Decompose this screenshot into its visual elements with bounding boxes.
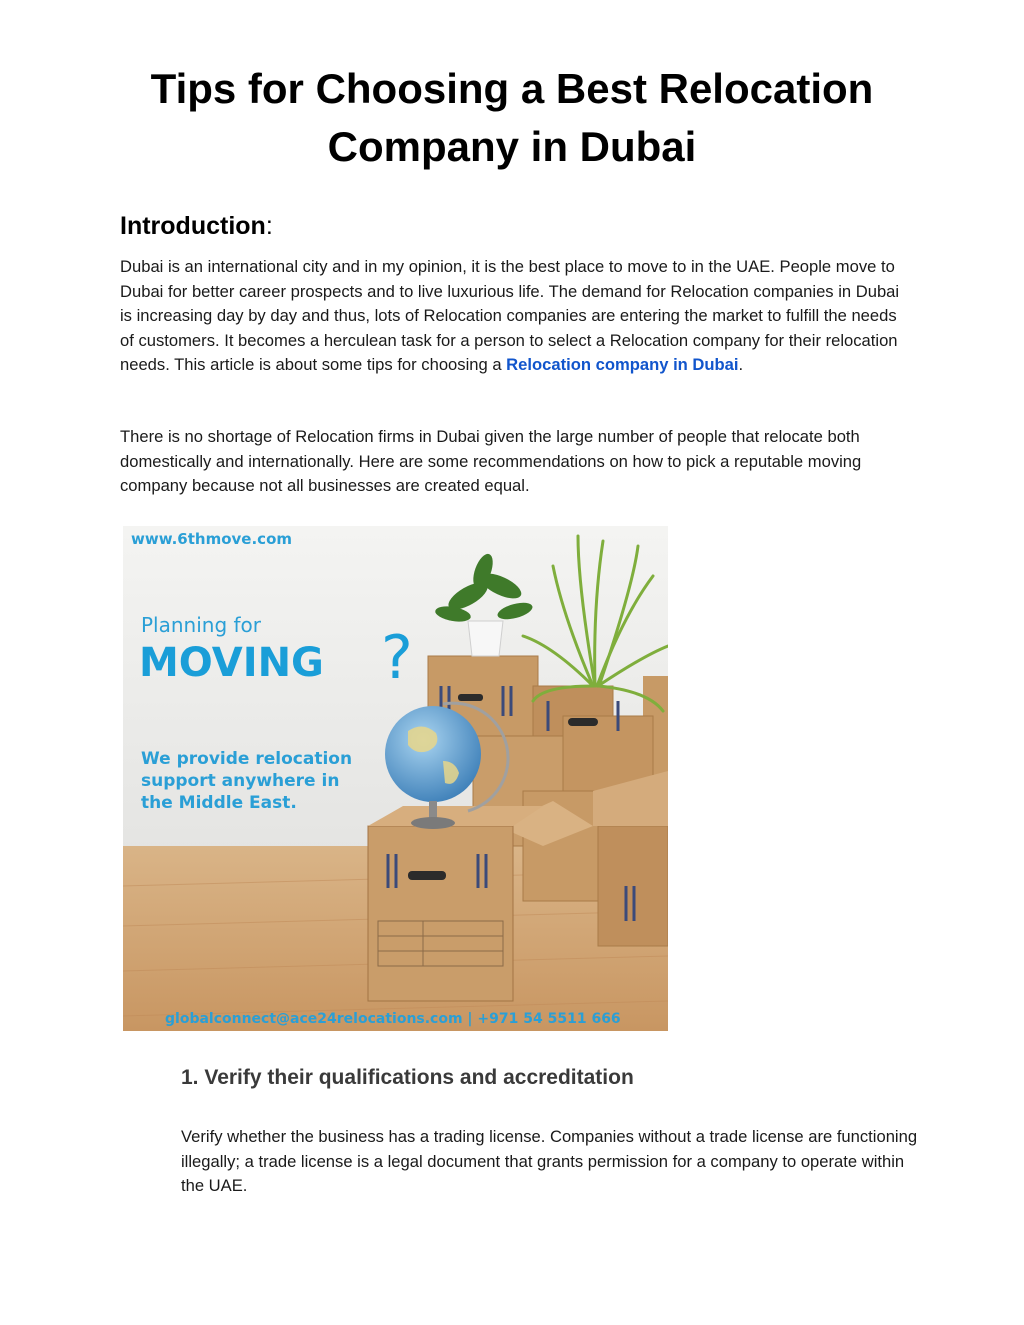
page-title: Tips for Choosing a Best Relocation Company in Dubai [150,65,874,170]
intro-paragraph-1 [120,255,910,378]
intro-paragraph-1-text: Dubai is an international city and in my opinion, it is the best place to move to in the UAE. People move to Dubai for better career prospects and to live luxurious life. The demand for Relocation companies in Dubai is increasing day by day and thus, lots of Relocation companies are entering the market to fulfill the needs of customers. It becomes a herculean task for a person to select a Relocation company for their relocation needs. This article is about some tips for choosing a [120,257,900,374]
intro-paragraph-2: There is no shortage of Relocation firms in Dubai given the large number of people that relocate both domestically and internationally. Here are some recommendations on how to pick a reputable moving company because not all businesses are created equal. [120,427,862,495]
banner-question-mark: ? [381,623,413,693]
moving-banner-image [123,526,668,1031]
banner-planning-text: Planning for [141,613,262,637]
banner-website: www.6thmove.com [131,530,293,548]
banner-support-line-1: We provide relocation [141,749,353,769]
introduction-heading-text: Introduction [120,212,266,240]
banner-support-line-2: support anywhere in [141,771,340,791]
introduction-colon: : [265,212,273,240]
section-1-paragraph: Verify whether the business has a trading license. Companies without a trade license are functioning illegally; a trade license is a legal document that grants permission for a company to operate within the UAE. [181,1127,918,1195]
banner-moving-text: MOVING [139,640,324,686]
banner-support-line-3: the Middle East. [141,793,297,813]
intro-paragraph-1-end: . [738,355,744,374]
introduction-heading [120,211,273,241]
relocation-company-link[interactable]: Relocation company in Dubai [506,355,739,374]
banner-contact: globalconnect@ace24relocations.com | +971 54 5511 666 [165,1011,621,1027]
section-1-heading: 1. Verify their qualifications and accreditation [181,1066,634,1089]
